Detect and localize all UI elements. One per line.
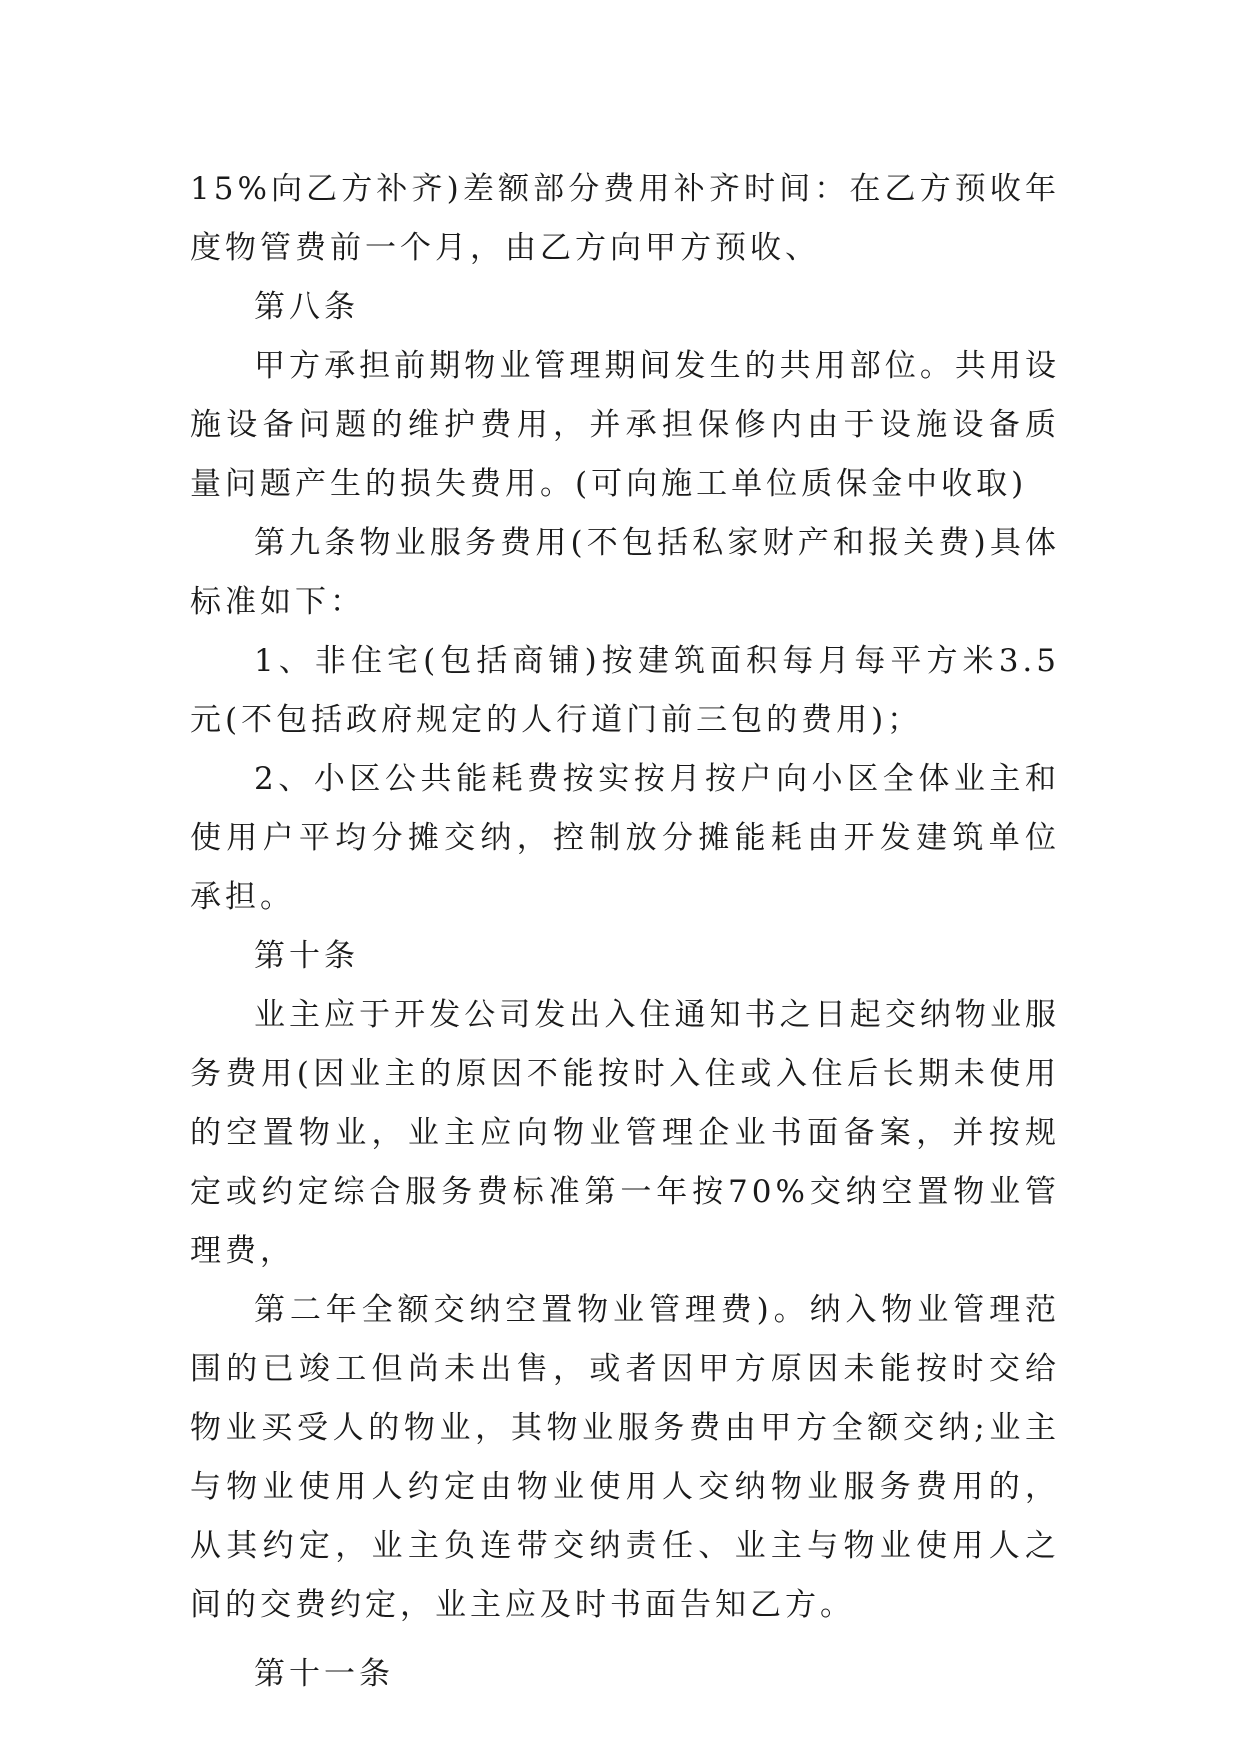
article-8-heading: 第八条 (254, 289, 359, 325)
article-11-heading: 第十一条 (254, 1656, 394, 1692)
article-10-body-part-1: 业主应于开发公司发出入住通知书之日起交纳物业服务费用(因业主的原因不能按时入住或入住后长期未使用的空置物业，业主应向物业管理企业书面备案，并按规定或约定综合服务费标准第一年按70%交纳空置物业管理费， (190, 997, 1060, 1269)
article-8-body: 甲方承担前期物业管理期间发生的共用部位。共用设施设备问题的维护费用，并承担保修内由于设施设备质量问题产生的损失费用。(可向施工单位质保金中收取) (190, 348, 1060, 502)
paragraph-continuation: 15%向乙方补齐)差额部分费用补齐时间：在乙方预收年度物管费前一个月，由乙方向甲方预收、 (190, 171, 1060, 266)
article-10-body-part-2: 第二年全额交纳空置物业管理费)。纳入物业管理范围的已竣工但尚未出售，或者因甲方原因未能按时交给物业买受人的物业，其物业服务费由甲方全额交纳;业主与物业使用人约定由物业使用人交纳物业服务费用的，从其约定，业主负连带交纳责任、业主与物业使用人之间的交费约定，业主应及时书面告知乙方。 (190, 1292, 1060, 1623)
document-body (190, 160, 1060, 1704)
article-9-item-2: 2、小区公共能耗费按实按月按户向小区全体业主和使用户平均分摊交纳，控制放分摊能耗由开发建筑单位承担。 (190, 761, 1060, 915)
article-9-heading: 第九条物业服务费用(不包括私家财产和报关费)具体标准如下： (190, 525, 1060, 620)
article-9-item-1: 1、非住宅(包括商铺)按建筑面积每月每平方米3.5元(不包括政府规定的人行道门前三包的费用)； (190, 643, 1060, 738)
article-10-heading: 第十条 (254, 938, 359, 974)
